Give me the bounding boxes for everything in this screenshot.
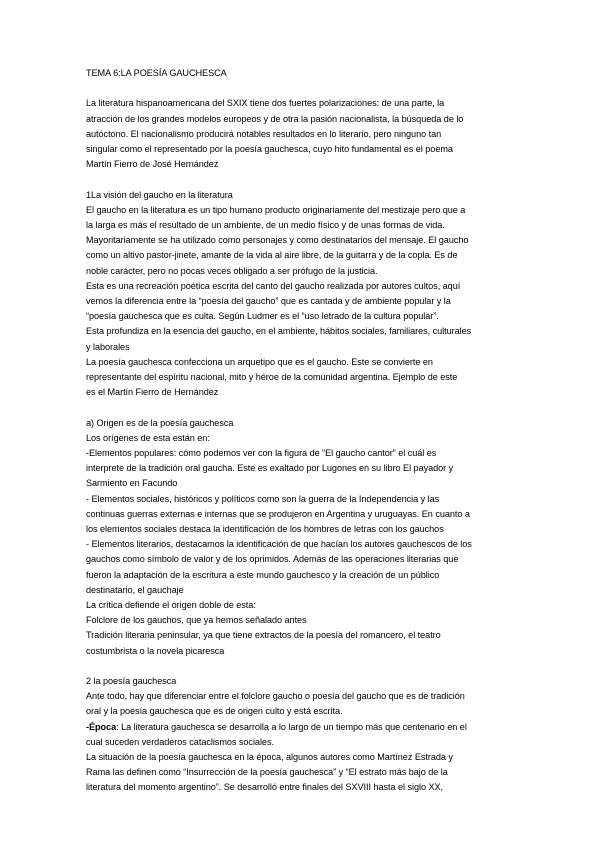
section1-body [86, 203, 516, 401]
text-line: Martín Fierro de José Hernández [86, 159, 219, 170]
document-title [86, 66, 516, 81]
epoca-text: : La literatura gauchesca se desarrolla a lo largo de un tiempo más que centenario en el [116, 721, 467, 732]
epoca-label: -Época [86, 721, 117, 732]
spacer [86, 81, 516, 96]
text-line: vemos la diferencia entre la “poesía del gaucho” que es cantada y de ambiente popular y la [86, 296, 451, 307]
text-line: interprete de la tradición oral gaucha. Este es exaltado por Lugones en su libro El payador y [86, 463, 454, 474]
text-line: y laborales [86, 341, 130, 352]
text-line: como un altivo pastor-jinete, amante de la vida al aire libre, de la guitarra y de la copla. Es de [86, 250, 458, 261]
text-line: los elementos sociales destaca la identificación de los hombres de letras con los gauchos [86, 524, 444, 535]
text-line: noble carácter, pero no pocas veces obligado a ser prófugo de la justicia. [86, 265, 378, 276]
text-line: oral y la poesía gauchesca que es de origen culto y está escrita. [86, 706, 343, 717]
spacer [86, 172, 516, 187]
text-line: gauchos como símbolo de valor y de los oprimidos. Además de las operaciones literarias que [86, 554, 459, 565]
text-line: es el Martín Fierro de Hernández [86, 387, 219, 398]
text-line: continuas guerras externas e internas que se produjeron en Argentina y uruguayas. En cuanto a [86, 508, 470, 519]
text-line: representante del espíritu nacional, mito y héroe de la comunidad argentina. Ejemplo de este [86, 372, 458, 383]
text-line: destinatario, el gauchaje [86, 584, 184, 595]
section2-heading [86, 674, 516, 689]
text-line: -Elementos populares: cómo podemos ver con la figura de “El gaucho cantor” el cuál es [86, 448, 437, 459]
text-line: autóctono. El nacionalismo producirá notables resultados en lo literario, pero ninguno tan [86, 128, 442, 139]
text-line: - Elementos sociales, históricos y políticos como son la guerra de la Independencia y las [86, 493, 440, 504]
title-line: TEMA 6:LA POESÍA GAUCHESCA [86, 68, 227, 78]
heading-line: 1La visión del gaucho en la literatura [86, 189, 233, 200]
text-line: Los orígenes de esta están en: [86, 432, 210, 443]
text-line: Folclore de los gauchos, que ya hemos señalado antes [86, 615, 307, 626]
section-a-body [86, 431, 516, 659]
text-line: Sarmiento en Facundo [86, 478, 178, 489]
text-line: la larga es más el resultado de un ambiente, de un medio físico y de unas formas de vida. [86, 220, 445, 230]
text-line: La situación de la poesía gauchesca en la época, algunos autores como Martínez Estrada y [86, 752, 453, 763]
text-line: Rama las definen como “Insurrección de la poesía gauchesca” y “El estrato más bajo de la [86, 767, 448, 778]
text-line: fueron la adaptación de la escritura a este mundo gauchesco y la creación de un público [86, 569, 440, 580]
text-line: costumbrista o la novela picaresca [86, 645, 225, 656]
text-line: literatura del momento argentino”. Se desarrolló entre finales del SXVIII hasta el siglo XX, [86, 782, 444, 793]
text-line: El gaucho en la literatura es un tipo humano producto originariamente del mestizaje pero que a [86, 204, 466, 215]
epoca-line [86, 720, 516, 735]
section2-body [86, 689, 516, 795]
text-line: La literatura hispanoamericana del SXIX tiene dos fuertes polarizaciones: de una parte, la [86, 98, 445, 109]
text-line: “poesía gauchesca que es culta. Según Ludmer es el “uso letrado de la cultura popular”. [86, 311, 439, 322]
section1-heading [86, 188, 516, 203]
intro-paragraph [86, 96, 516, 172]
text-line: La crítica defiende el origen doble de esta: [86, 600, 256, 611]
text-line: atracción de los grandes modelos europeos y de otra la pasión nacionalista, la búsqueda de lo [86, 113, 464, 124]
section-a-heading [86, 416, 516, 431]
spacer [86, 400, 516, 415]
spacer [86, 659, 516, 674]
document-page [86, 66, 516, 796]
text-line: cual suceden verdaderos cataclismos sociales. [86, 736, 274, 747]
text-line: Esta es una recreación poética escrita del canto del gaucho realizada por autores cultos, aquí [86, 280, 461, 291]
text-line: singular como el representado por la poesía gauchesca, cuyo hito fundamental es el poema [86, 144, 453, 154]
text-line: Ante todo, hay que diferenciar entre el folclore gaucho o poesía del gaucho que es de tradición [86, 691, 465, 702]
text-line: La poesía gauchesca confecciona un arquetipo que es el gaucho. Este se convierte en [86, 356, 433, 367]
text-line: Tradición literaria peninsular, ya que tiene extractos de la poesía del romancero, el teatro [86, 630, 441, 641]
text-line: - Elementos literarios, destacamos la identificación de que hacían los autores gauchescos de los [86, 539, 472, 550]
heading-line: 2 la poesía gauchesca [86, 676, 177, 687]
heading-line: a) Origen es de la poesía gauchesca [86, 417, 234, 428]
text-line: Mayoritariamente se ha utilizado como personajes y como destinatarios del mensaje. El gaucho [86, 235, 469, 246]
text-line: Esta profundiza en la esencia del gaucho, en el ambiente, hábitos sociales, familiares, culturales [86, 326, 472, 337]
